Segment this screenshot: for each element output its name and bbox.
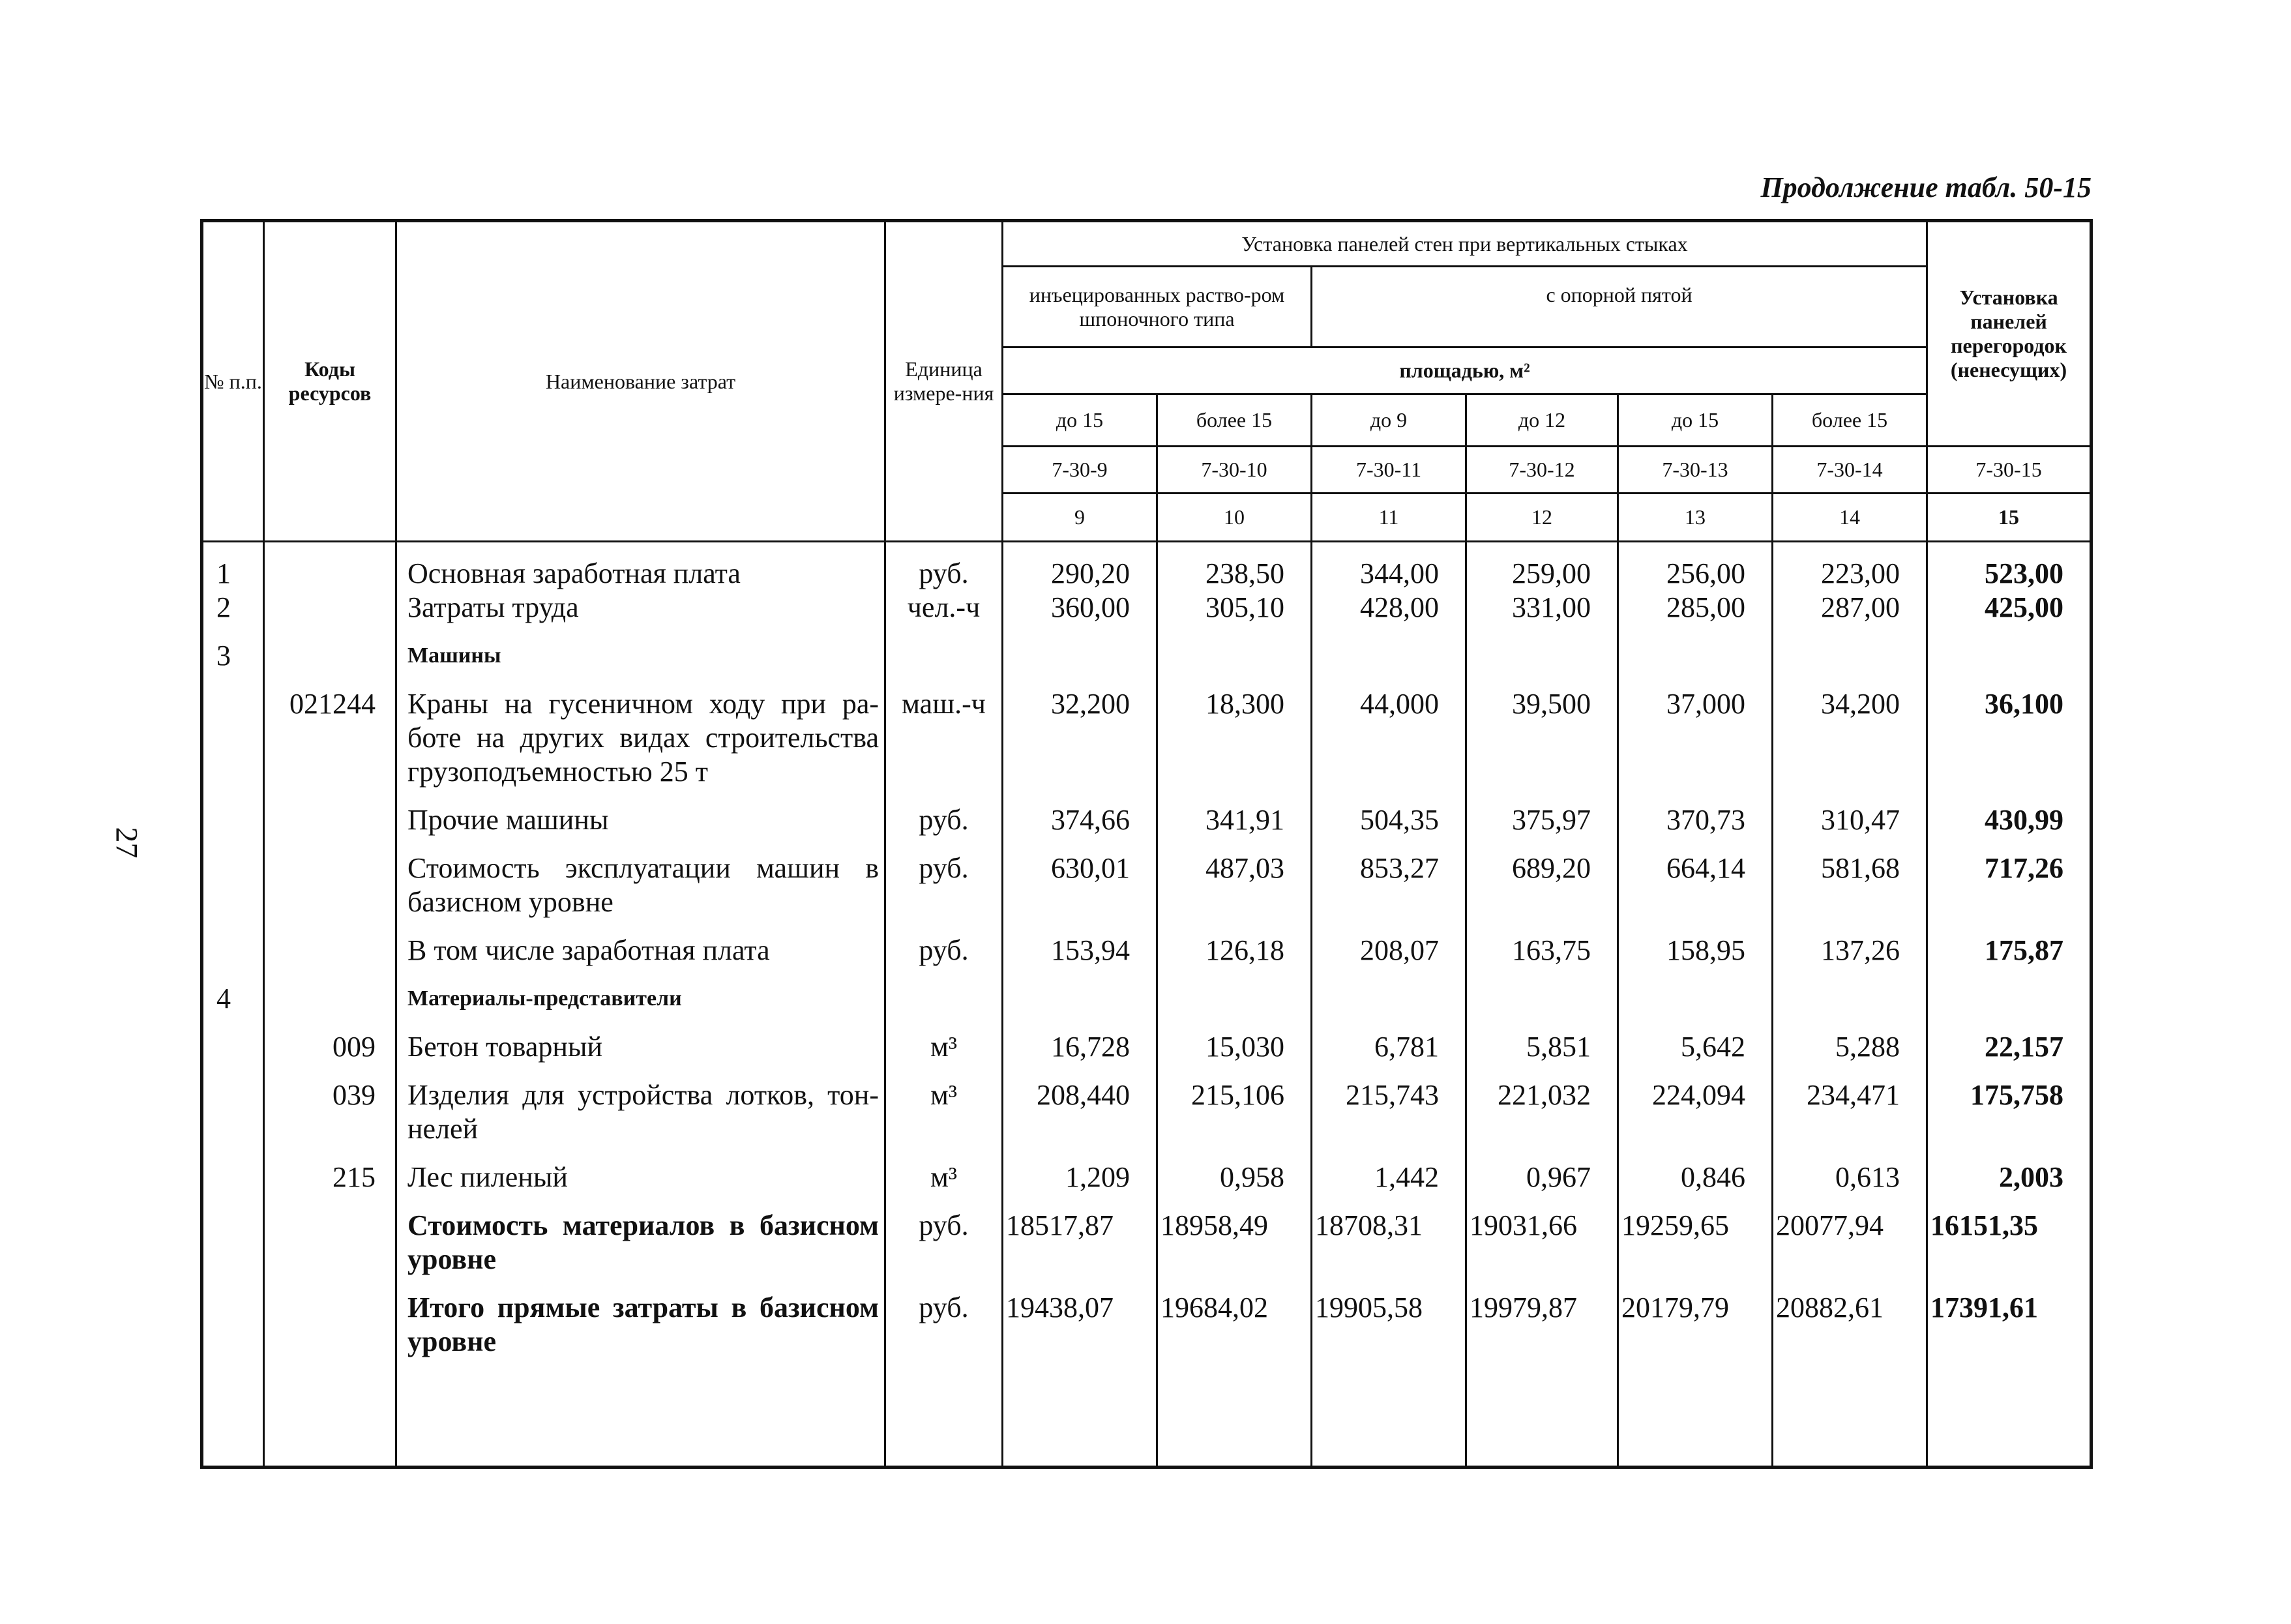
- value-cell: 1,209: [1065, 1161, 1130, 1193]
- header-col-number: 12: [1466, 494, 1618, 542]
- header-group-walls: Установка панелей стен при вертикальных стыках: [1003, 221, 1927, 267]
- value-cell: 224,094: [1652, 1079, 1745, 1111]
- column-values: [1927, 542, 2091, 1468]
- header-col-number: 9: [1003, 494, 1157, 542]
- value-cell: 5,851: [1526, 1031, 1591, 1063]
- table-continuation-caption: Продолжение табл. 50-15: [1760, 171, 2091, 203]
- value-cell: 19979,87: [1470, 1292, 1577, 1323]
- value-cell: 175,758: [1970, 1079, 2064, 1111]
- resource-code: 215: [333, 1161, 376, 1193]
- row-number: 1: [216, 557, 231, 589]
- unit-label: руб.: [919, 934, 969, 966]
- cost-name: Прочие машины: [407, 804, 609, 836]
- value-cell: 39,500: [1512, 688, 1591, 720]
- value-cell: 331,00: [1512, 591, 1591, 623]
- value-cell: 341,91: [1205, 804, 1284, 836]
- value-cell: 344,00: [1360, 557, 1439, 589]
- value-cell: 223,00: [1821, 557, 1900, 589]
- cost-name: В том числе заработная плата: [407, 934, 770, 966]
- column-no: [202, 542, 264, 1468]
- value-cell: 19438,07: [1006, 1292, 1114, 1323]
- value-cell: 20077,94: [1776, 1209, 1884, 1241]
- header-col-number: 14: [1773, 494, 1927, 542]
- unit-label: чел.-ч: [907, 591, 981, 623]
- cost-name: грузоподъемностью 25 т: [407, 756, 708, 788]
- value-cell: 290,20: [1051, 557, 1130, 589]
- row-number: 4: [216, 982, 231, 1014]
- cost-name: Изделия для устройства лотков, тон-: [407, 1079, 879, 1111]
- unit-label: м³: [930, 1079, 958, 1111]
- column-codes: [264, 542, 396, 1468]
- value-cell: 32,200: [1051, 688, 1130, 720]
- value-cell: 19684,02: [1160, 1292, 1268, 1323]
- cost-name: боте на других видах строительства: [407, 722, 879, 754]
- unit-label: руб.: [919, 1209, 969, 1241]
- header-norm-code: 7-30-9: [1003, 447, 1157, 494]
- value-cell: 34,200: [1821, 688, 1900, 720]
- cost-name: Краны на гусеничном ходу при ра-: [407, 688, 879, 720]
- value-cell: 44,000: [1360, 688, 1439, 720]
- header-codes: Коды ресурсов: [264, 221, 396, 542]
- value-cell: 0,958: [1220, 1161, 1284, 1193]
- value-cell: 208,440: [1037, 1079, 1130, 1111]
- unit-label: руб.: [919, 852, 969, 884]
- value-cell: 19259,65: [1621, 1209, 1729, 1241]
- value-cell: 19031,66: [1470, 1209, 1577, 1241]
- value-cell: 504,35: [1360, 804, 1439, 836]
- value-cell: 18708,31: [1315, 1209, 1423, 1241]
- page-number: 27: [109, 827, 144, 859]
- value-cell: 238,50: [1205, 557, 1284, 589]
- section-heading-materials: Материалы-представители: [407, 986, 682, 1011]
- value-cell: 360,00: [1051, 591, 1130, 623]
- column-values: [1466, 542, 1618, 1468]
- unit-label: маш.-ч: [902, 688, 986, 720]
- header-range: более 15: [1157, 394, 1312, 447]
- value-cell: 137,26: [1821, 934, 1900, 966]
- value-cell: 20882,61: [1776, 1292, 1884, 1323]
- column-names: [396, 542, 885, 1468]
- value-cell: 5,642: [1681, 1031, 1745, 1063]
- header-col-number: 10: [1157, 494, 1312, 542]
- header-norm-code: 7-30-11: [1312, 447, 1466, 494]
- column-units: [885, 542, 1003, 1468]
- value-cell: 18517,87: [1006, 1209, 1114, 1241]
- value-cell: 689,20: [1512, 852, 1591, 884]
- cost-name: Основная заработная плата: [407, 557, 741, 589]
- value-cell: 234,471: [1807, 1079, 1900, 1111]
- value-cell: 259,00: [1512, 557, 1591, 589]
- header-norm-code: 7-30-10: [1157, 447, 1312, 494]
- value-cell: 208,07: [1360, 934, 1439, 966]
- value-cell: 853,27: [1360, 852, 1439, 884]
- value-cell: 375,97: [1512, 804, 1591, 836]
- value-cell: 428,00: [1360, 591, 1439, 623]
- header-name: Наименование затрат: [396, 221, 885, 542]
- cost-name: Бетон товарный: [407, 1031, 603, 1063]
- cost-name: базисном уровне: [407, 886, 613, 918]
- header-no: № п.п.: [202, 221, 264, 542]
- value-cell: 215,743: [1346, 1079, 1439, 1111]
- resource-code: 009: [333, 1031, 376, 1063]
- resource-code: 021244: [289, 688, 376, 720]
- value-cell: 20179,79: [1621, 1292, 1729, 1323]
- value-cell: 523,00: [1985, 557, 2064, 589]
- value-cell: 256,00: [1666, 557, 1745, 589]
- value-cell: 5,288: [1835, 1031, 1900, 1063]
- cost-name: Итого прямые затраты в базисном: [407, 1292, 879, 1323]
- header-range: до 15: [1618, 394, 1773, 447]
- unit-label: руб.: [919, 557, 969, 589]
- value-cell: 2,003: [1999, 1161, 2064, 1193]
- header-row-1: [202, 221, 2091, 267]
- value-cell: 6,781: [1374, 1031, 1439, 1063]
- value-cell: 16,728: [1051, 1031, 1130, 1063]
- header-sub-support: с опорной пятой: [1312, 267, 1927, 347]
- header-range: до 12: [1466, 394, 1618, 447]
- header-area: площадью, м²: [1003, 347, 1927, 394]
- value-cell: 0,613: [1835, 1161, 1900, 1193]
- cost-name: Стоимость материалов в базисном: [407, 1209, 879, 1241]
- table-body-row: [202, 542, 2091, 1468]
- cost-name: Стоимость эксплуатации машин в: [407, 852, 879, 884]
- value-cell: 163,75: [1512, 934, 1591, 966]
- value-cell: 17391,61: [1930, 1292, 2039, 1323]
- value-cell: 425,00: [1985, 591, 2064, 623]
- header-col-number: 13: [1618, 494, 1773, 542]
- unit-label: м³: [930, 1031, 958, 1063]
- header-range: до 15: [1003, 394, 1157, 447]
- value-cell: 36,100: [1985, 688, 2064, 720]
- value-cell: 18,300: [1205, 688, 1284, 720]
- value-cell: 664,14: [1666, 852, 1745, 884]
- value-cell: 717,26: [1985, 852, 2064, 884]
- header-norm-code: 7-30-13: [1618, 447, 1773, 494]
- resource-code: 039: [333, 1079, 376, 1111]
- value-cell: 370,73: [1666, 804, 1745, 836]
- cost-name: Лес пиленый: [407, 1161, 568, 1193]
- value-cell: 15,030: [1205, 1031, 1284, 1063]
- header-group-partitions: Установка панелей перегородок (ненесущих): [1927, 221, 2091, 447]
- value-cell: 19905,58: [1315, 1292, 1423, 1323]
- header-norm-code: 7-30-15: [1927, 447, 2091, 494]
- section-heading-machines: Машины: [407, 643, 501, 668]
- header-col-number: 15: [1927, 494, 2091, 542]
- column-values: [1773, 542, 1927, 1468]
- column-values: [1157, 542, 1312, 1468]
- value-cell: 374,66: [1051, 804, 1130, 836]
- value-cell: 630,01: [1051, 852, 1130, 884]
- cost-name: уровне: [407, 1243, 497, 1275]
- unit-label: руб.: [919, 1292, 969, 1323]
- value-cell: 16151,35: [1930, 1209, 2039, 1241]
- unit-label: м³: [930, 1161, 958, 1193]
- value-cell: 285,00: [1666, 591, 1745, 623]
- value-cell: 215,106: [1191, 1079, 1284, 1111]
- value-cell: 158,95: [1666, 934, 1745, 966]
- cost-name: уровне: [407, 1325, 497, 1357]
- unit-label: руб.: [919, 804, 969, 836]
- row-number: 3: [216, 640, 231, 672]
- header-norm-code: 7-30-12: [1466, 447, 1618, 494]
- value-cell: 175,87: [1985, 934, 2064, 966]
- header-col-number: 11: [1312, 494, 1466, 542]
- header-unit: Единица измере-ния: [885, 221, 1003, 542]
- value-cell: 287,00: [1821, 591, 1900, 623]
- header-range: до 9: [1312, 394, 1466, 447]
- value-cell: 487,03: [1205, 852, 1284, 884]
- value-cell: 18958,49: [1160, 1209, 1268, 1241]
- cost-table: [200, 219, 2093, 1469]
- cost-name: нелей: [407, 1113, 479, 1145]
- value-cell: 581,68: [1821, 852, 1900, 884]
- value-cell: 1,442: [1374, 1161, 1439, 1193]
- header-norm-code: 7-30-14: [1773, 447, 1927, 494]
- value-cell: 126,18: [1205, 934, 1284, 966]
- value-cell: 153,94: [1051, 934, 1130, 966]
- row-number: 2: [216, 591, 231, 623]
- value-cell: 0,967: [1526, 1161, 1591, 1193]
- value-cell: 0,846: [1681, 1161, 1745, 1193]
- column-values: [1003, 542, 1157, 1468]
- column-values: [1312, 542, 1466, 1468]
- value-cell: 310,47: [1821, 804, 1900, 836]
- value-cell: 221,032: [1498, 1079, 1591, 1111]
- header-sub-injected: инъецированных раство-ром шпоночного типа: [1003, 267, 1312, 347]
- value-cell: 305,10: [1205, 591, 1284, 623]
- header-range: более 15: [1773, 394, 1927, 447]
- value-cell: 37,000: [1666, 688, 1745, 720]
- column-values: [1618, 542, 1773, 1468]
- value-cell: 22,157: [1985, 1031, 2064, 1063]
- value-cell: 430,99: [1985, 804, 2064, 836]
- cost-name: Затраты труда: [407, 591, 579, 623]
